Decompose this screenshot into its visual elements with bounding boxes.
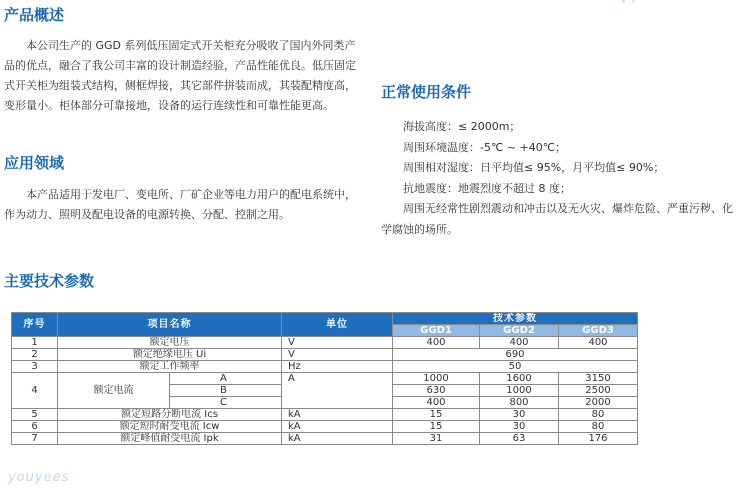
cell-name: 额定工作频率 [58,361,282,373]
cell-no: 5 [12,409,58,421]
condition-item: 学腐蚀的场所。 [381,222,458,236]
header-model-ggd2: GGD2 [480,325,559,337]
cell-value: 63 [480,433,559,445]
table-row [12,337,638,349]
cell-unit: kA [282,433,393,445]
cell-no: 1 [12,337,58,349]
application-line: 本产品适用于发电厂、变电所、厂矿企业等电力用户的配电系统中， [26,188,356,201]
cell-value: 1600 [480,373,559,385]
cell-no: 3 [12,361,58,373]
condition-item: 抗地震度：地震烈度不超过 8 度； [403,181,571,195]
application-title: 应用领域 [4,154,65,172]
overview-title: 产品概述 [4,6,65,24]
cell-value: 31 [393,433,480,445]
cell-sub-label: C [170,397,282,409]
overview-line: 本公司生产的 GGD 系列低压固定式开关柜充分吸收了国内外同类产 [26,39,356,52]
condition-item: 海拔高度：≤ 2000m； [403,120,521,133]
cell-value: 1000 [393,373,480,385]
conditions-list [381,117,733,240]
cell-name: 额定短路分断电流 Ics [58,409,282,421]
cell-unit: V [282,349,393,361]
cell-value: 80 [559,409,638,421]
table-row [12,349,638,361]
decorative-dots [622,0,740,10]
cell-unit: kA [282,421,393,433]
cell-name: 额定电流 [58,373,170,409]
cell-value: 400 [393,337,480,349]
conditions-title: 正常使用条件 [381,83,472,101]
header-model-ggd1: GGD1 [393,325,480,337]
cell-sub-label: A [170,373,282,385]
cell-unit: kA [282,409,393,421]
cell-name: 额定短时耐受电流 Icw [58,421,282,433]
table-row [12,433,638,445]
cell-value: 1000 [480,385,559,397]
cell-no: 4 [12,373,58,409]
cell-value: 176 [559,433,638,445]
header-tech: 技术参数 [393,313,638,325]
table-row [12,361,638,373]
cell-unit: Hz [282,361,393,373]
specs-title: 主要技术参数 [4,272,95,290]
cell-value: 2000 [559,397,638,409]
condition-item: 周围环境温度：-5℃ ~ +40℃； [403,140,567,154]
cell-no: 6 [12,421,58,433]
cell-value: 50 [393,361,638,373]
cell-value: 800 [480,397,559,409]
cell-value: 30 [480,409,559,421]
overview-line: 式开关柜为组装式结构，侧框焊接，其它部件拼装而成，其装配精度高， [4,79,356,92]
table-row [12,409,638,421]
cell-value: 15 [393,421,480,433]
cell-no: 2 [12,349,58,361]
header-no: 序号 [12,313,58,337]
header-unit: 单位 [282,313,393,337]
application-paragraph [4,185,364,225]
cell-value: 400 [559,337,638,349]
cell-value: 30 [480,421,559,433]
overview-paragraph [4,36,364,116]
table-header-row [12,313,638,325]
cell-no: 7 [12,433,58,445]
spec-table [11,312,638,445]
table-row [12,421,638,433]
condition-item: 周围相对湿度：日平均值≤ 95%，月平均值≤ 90%； [403,161,665,174]
overview-line: 变形量小。柜体部分可靠接地，设备的运行连续性和可靠性能更高。 [4,99,334,112]
cell-unit: V [282,337,393,349]
cell-sub-label: B [170,385,282,397]
cell-name: 额定绝缘电压 Ui [58,349,282,361]
header-model-ggd3: GGD3 [559,325,638,337]
cell-value: 690 [393,349,638,361]
cell-value: 630 [393,385,480,397]
watermark: youyees [8,470,70,485]
header-name: 项目名称 [58,313,282,337]
cell-value: 80 [559,421,638,433]
application-line: 作为动力、照明及配电设备的电源转换、分配、控制之用。 [4,208,290,221]
condition-item: 周围无经常性剧烈震动和冲击以及无火灾、爆炸危险、严重污秽、化 [403,202,733,215]
cell-name: 额定峰值耐受电流 Ipk [58,433,282,445]
cell-unit: A [282,373,393,409]
cell-value: 400 [393,397,480,409]
cell-value: 3150 [559,373,638,385]
overview-line: 品的优点，融合了我公司丰富的设计制造经验，产品性能优良。低压固定 [4,59,356,72]
cell-value: 15 [393,409,480,421]
cell-value: 2500 [559,385,638,397]
cell-value: 400 [480,337,559,349]
cell-name: 额定电压 [58,337,282,349]
table-row [12,373,638,385]
